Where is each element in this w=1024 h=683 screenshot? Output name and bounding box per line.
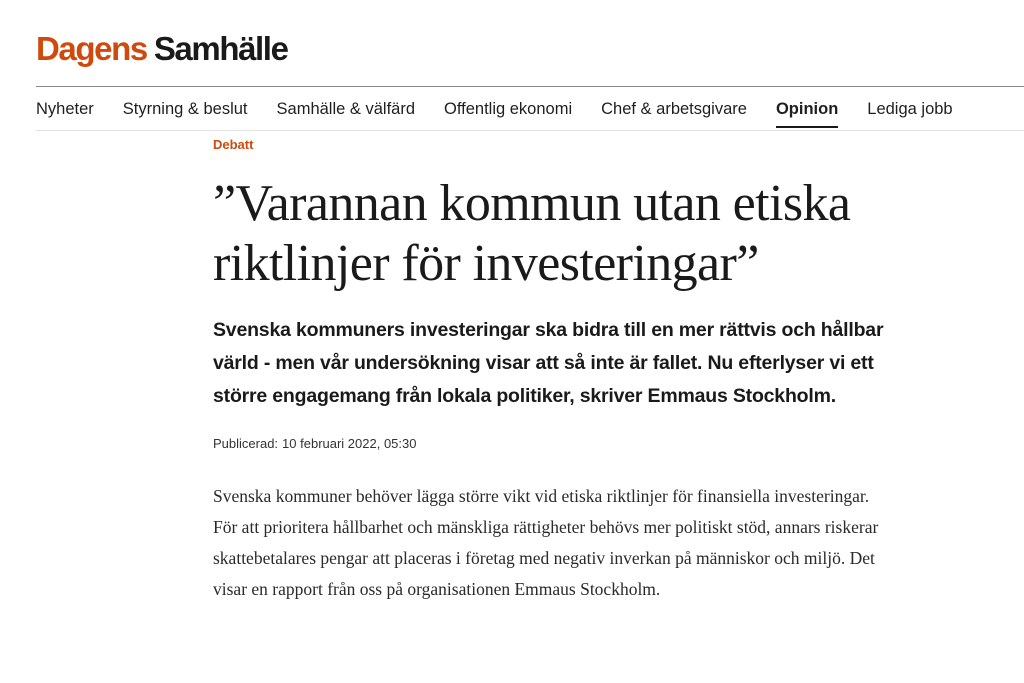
nav-item-chef-arbetsgivare[interactable]: Chef & arbetsgivare xyxy=(601,100,747,118)
section-label[interactable]: Debatt xyxy=(213,137,254,152)
nav-item-styrning-beslut[interactable]: Styrning & beslut xyxy=(122,100,248,118)
masthead-divider xyxy=(36,86,1024,87)
nav-divider xyxy=(36,130,1024,131)
nav-item-samhalle-valfard[interactable]: Samhälle & välfärd xyxy=(276,100,416,118)
logo-word-dagens: Dagens xyxy=(36,30,147,67)
publish-info xyxy=(213,435,913,453)
publish-date: 10 februari 2022, 05:30 xyxy=(282,436,417,451)
nav-item-lediga-jobb[interactable]: Lediga jobb xyxy=(867,100,953,118)
logo-word-samhalle: Samhälle xyxy=(153,30,288,67)
article-lead: Svenska kommuners investeringar ska bidra till en mer rättvis och hållbar värld - men vår undersökning visar att så inte är fallet. Nu efterlyser vi ett större engagemang från lokala politiker, skriver Emmaus Stockholm. xyxy=(213,319,884,407)
nav-item-offentlig-ekonomi[interactable]: Offentlig ekonomi xyxy=(444,100,573,118)
publish-label: Publicerad: xyxy=(213,436,279,451)
main-navigation xyxy=(36,97,982,131)
article xyxy=(213,135,913,605)
nav-item-nyheter[interactable]: Nyheter xyxy=(36,100,94,118)
site-logo[interactable] xyxy=(36,26,288,72)
article-body-paragraph: Svenska kommuner behöver lägga större vikt vid etiska riktlinjer för finansiella investeringar. För att prioritera hållbarhet och mänskliga rättigheter behövs mer politiskt stöd, annars riskerar skattebetalares pengar att placeras i företag med negativ inverkan på människor och miljö. Det visar en rapport från oss på organisationen Emmaus Stockholm. xyxy=(213,486,879,599)
nav-item-opinion[interactable]: Opinion xyxy=(776,97,838,128)
article-headline: ”Varannan kommun utan etiska riktlinjer för investeringar” xyxy=(213,175,851,292)
